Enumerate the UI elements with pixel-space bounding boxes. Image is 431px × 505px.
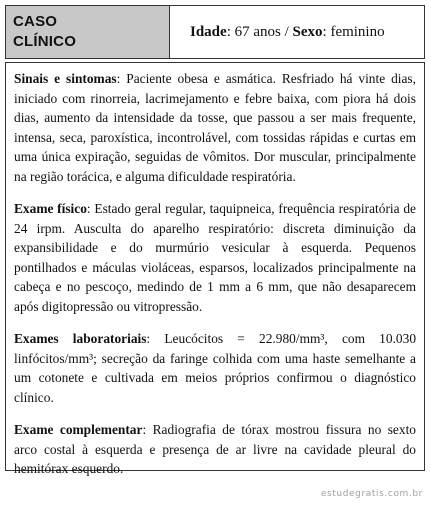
section-label: Exames laboratoriais: [14, 331, 147, 346]
section-label: Exame físico: [14, 201, 87, 216]
case-title: [6, 6, 170, 58]
case-header: [5, 5, 425, 59]
section-text: : Paciente obesa e asmática. Resfriado há vinte dias, iniciado com rinorreia, lacrimejamento e febre baixa, com piora há dois dias, aumento da intensidade da tosse, que passou a ser mais frequente, intensa, seca, paroxística, incontrolável, com tossidas rápidas e curtas em uma única expiração, seguidas de vômitos. Dor muscular, principalmente na região torácica, e alguma dificuldade respiratória.: [14, 71, 416, 184]
sex-value: : feminino: [322, 23, 385, 40]
case-title-line2: CLÍNICO: [13, 33, 77, 50]
section-label: Sinais e sintomas: [14, 71, 117, 86]
section-complementary-exam: [14, 420, 416, 479]
section-text: : Radiografia de tórax mostrou fissura no sexto arco costal à esquerda e presença de ar livre na cavidade pleural do hemitórax esquerdo.: [14, 422, 416, 476]
section-physical-exam: [14, 199, 416, 316]
age-value: : 67 anos /: [226, 23, 293, 40]
section-signs-symptoms: [14, 69, 416, 186]
sex-label: Sexo: [292, 23, 323, 40]
section-label: Exame complementar: [14, 422, 143, 437]
section-text: : Estado geral regular, taquipneica, frequência respiratória de 24 irpm. Ausculta do aparelho respiratório: discreta diminuição da expansibilidade e do murmúrio vesicular à esquerda. Pequenos pontilhados e máculas violáceas, esparsos, localizados principalmente na cabeça e no pescoço, medindo de 1 mm a 6 mm, que não desaparecem após digitopressão ou vitropressão.: [14, 201, 416, 314]
patient-info: [170, 6, 424, 58]
section-text: : Leucócitos = 22.980/mm³, com 10.030 linfócitos/mm³; secreção da faringe colhida com uma haste semelhante a um cotonete e cultivada em meios próprios confirmou o diagnóstico clínico.: [14, 331, 417, 405]
watermark: estudegratis.com.br: [320, 489, 423, 499]
case-body: [5, 62, 425, 476]
section-lab-exams: [14, 329, 416, 407]
age-label: Idade: [190, 23, 227, 40]
case-title-line1: CASO: [13, 13, 58, 30]
